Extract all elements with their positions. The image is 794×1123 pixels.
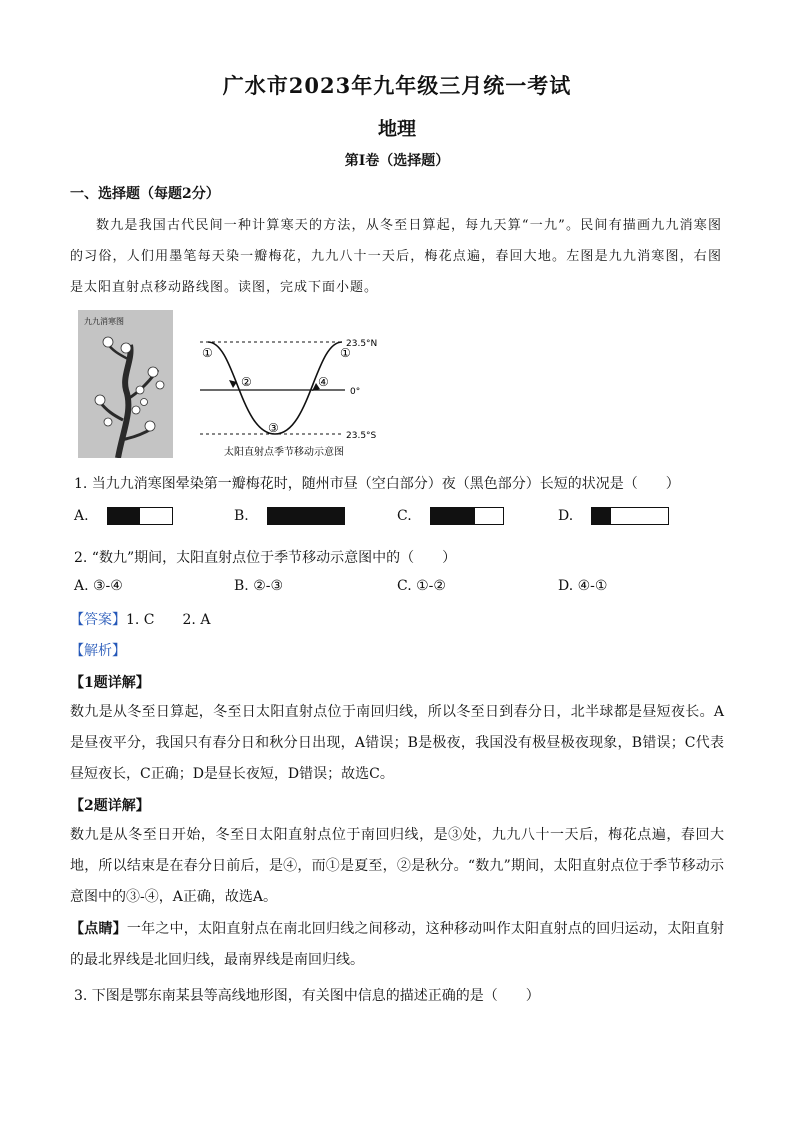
q1-option-b[interactable] (234, 507, 345, 525)
question-3: 3. 下图是鄂东南某县等高线地形图，有关图中信息的描述正确的是（ ） (74, 988, 540, 1004)
detail-2-text: 数九是从冬至日开始，冬至日太阳直射点位于南回归线，是③处，九九八十一天后，梅花点遍，春回大地，所以结束是在春分日前后，是④，而①是夏至，②是秋分。“数九”期间，太阳直射点位于季节移动示意图中的③-④，A正确，故选A。 (70, 827, 724, 905)
option-label: A. (74, 508, 89, 524)
night-fill (431, 508, 476, 524)
dianjing-label: 【点睛】 (70, 921, 127, 937)
q1-options (74, 507, 724, 529)
sun-direct-point-diagram (190, 328, 405, 460)
section-heading: 一、选择题（每题2分） (70, 186, 220, 202)
sun-path-chart (190, 328, 405, 460)
analysis-label-text: 【解析】 (70, 643, 126, 659)
label-equator: 0° (350, 387, 361, 397)
answer-line (70, 609, 210, 629)
daynight-bar (267, 507, 345, 525)
diagram-caption: 太阳直射点季节移动示意图 (224, 447, 344, 458)
detail-2-label: 【2题详解】 (70, 798, 150, 814)
q2-option-c[interactable]: C. ①-② (397, 578, 446, 594)
detail-1-label: 【1题详解】 (70, 675, 150, 691)
plum-blossom-figure (78, 310, 173, 458)
question-1: 1. 当九九消寒图晕染第一瓣梅花时，随州市昼（空白部分）夜（黑色部分）长短的状况是（ ） (74, 476, 680, 492)
figure-left-caption: 九九消寒图 (84, 317, 124, 326)
q2-option-d[interactable]: D. ④-① (558, 578, 608, 594)
daynight-bar (107, 507, 173, 525)
daynight-bar (591, 507, 669, 525)
volume-title: 第Ⅰ卷（选择题） (344, 153, 450, 169)
label-23-5s: 23.5°S (346, 431, 377, 441)
point-2: ② (241, 375, 252, 389)
option-label: D. (558, 508, 574, 524)
q2-option-a[interactable]: A. ③-④ (74, 578, 123, 594)
q2-options (74, 578, 724, 598)
q1-option-d[interactable] (558, 507, 669, 525)
point-3: ③ (268, 421, 279, 435)
night-fill (268, 508, 344, 524)
analysis-label (70, 640, 126, 660)
option-label: C. (397, 508, 412, 524)
label-23-5n: 23.5°N (346, 339, 378, 349)
point-1-right: ① (340, 346, 351, 360)
q2-option-b[interactable]: B. ②-③ (234, 578, 284, 594)
q1-option-c[interactable] (397, 507, 504, 525)
point-4: ④ (318, 375, 329, 389)
exam-title: 广水市2023年九年级三月统一考试 (222, 73, 572, 98)
subject-title: 地理 (377, 118, 416, 140)
daynight-bar (430, 507, 504, 525)
detail-1-text: 数九是从冬至日算起，冬至日太阳直射点位于南回归线，所以冬至日到春分日，北半球都是昼短夜长。A是昼夜平分，我国只有春分日和秋分日出现，A错误；B是极夜，我国没有极昼极夜现象，B错误；C代表昼短夜长，C正确；D是昼长夜短，D错误；故选C。 (70, 704, 724, 782)
answer-text: 1. C 2. A (126, 612, 211, 628)
night-fill (592, 508, 611, 524)
dianjing-paragraph (70, 914, 724, 976)
question-2: 2. “数九”期间，太阳直射点位于季节移动示意图中的（ ） (74, 550, 457, 566)
night-fill (108, 508, 140, 524)
plum-blossom-image (78, 310, 173, 458)
answer-label: 【答案】 (70, 612, 126, 628)
q1-option-a[interactable] (74, 507, 173, 525)
dianjing-text: 一年之中，太阳直射点在南北回归线之间移动，这种移动叫作太阳直射点的回归运动，太阳直射的最北界线是北回归线，最南界线是南回归线。 (70, 921, 724, 968)
question-passage: 数九是我国古代民间一种计算寒天的方法，从冬至日算起，每九天算“一九”。民间有描画九九消寒图的习俗，人们用墨笔每天染一瓣梅花，九九八十一天后，梅花点遍，春回大地。左图是九九消寒图，右图是太阳直射点移动路线图。读图，完成下面小题。 (70, 218, 722, 295)
point-1-left: ① (202, 346, 213, 360)
option-label: B. (234, 508, 249, 524)
